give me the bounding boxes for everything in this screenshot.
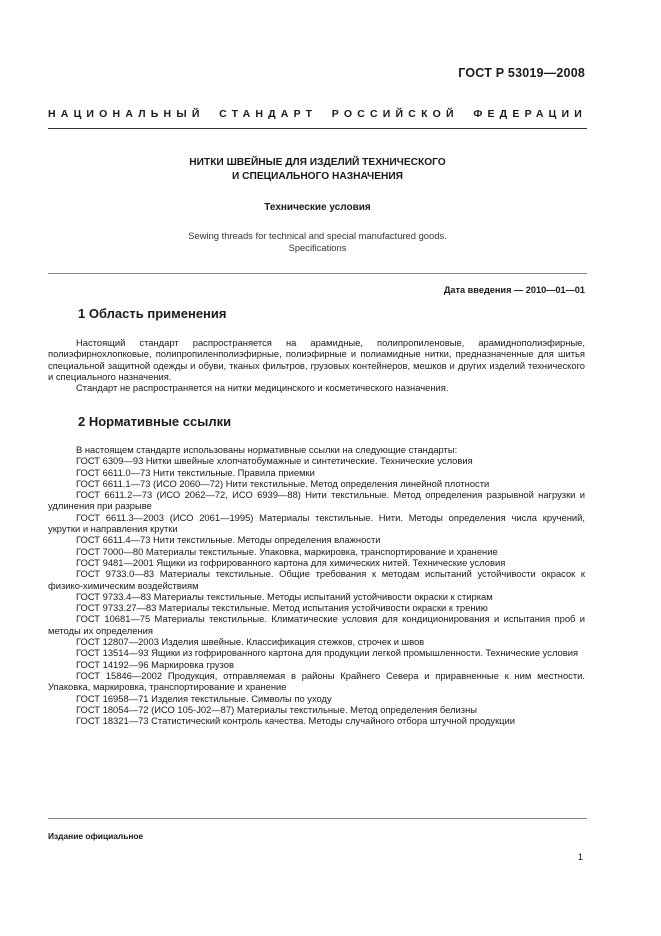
english-title-line-1: Sewing threads for technical and special manufactured goods. — [188, 230, 447, 241]
reference-item: ГОСТ 12807—2003 Изделия швейные. Классификация стежков, строчек и швов — [76, 636, 425, 648]
national-standard-banner: НАЦИОНАЛЬНЫЙ СТАНДАРТ РОССИЙСКОЙ ФЕДЕРАЦИИ — [48, 108, 587, 120]
reference-item: ГОСТ 7000—80 Материалы текстильные. Упаковка, маркировка, транспортирование и хранение — [76, 545, 498, 557]
reference-item: ГОСТ 6309—93 Нитки швейные хлопчатобумажные и синтетические. Технические условия — [76, 455, 473, 467]
official-edition-label: Издание официальное — [48, 831, 144, 841]
section-1-heading: 1 Область применения — [78, 306, 227, 321]
section-2-body — [48, 444, 585, 726]
reference-item: ГОСТ 6611.3—2003 (ИСО 2061—1995) Материалы текстильные. Нити. Методы определения числа кручений, укрутки и направления крутки — [48, 511, 585, 535]
reference-item: ГОСТ 13514—93 Ящики из гофрированного картона для продукции легкой промышленности. Технические условия — [76, 647, 579, 659]
reference-item: ГОСТ 9481—2001 Ящики из гофрированного картона для химических нитей. Технические условия — [76, 556, 506, 568]
header-divider — [48, 128, 587, 129]
reference-item: ГОСТ 18321—73 Статистический контроль качества. Методы случайного отбора штучной продукции — [76, 715, 516, 727]
reference-item: ГОСТ 9733.4—83 Материалы текстильные. Методы испытаний устойчивости окраски к стиркам — [76, 590, 493, 602]
reference-item: ГОСТ 10681—75 Материалы текстильные. Климатические условия для кондиционирования и испытания проб и методы их определения — [48, 613, 585, 636]
reference-item: ГОСТ 15846—2002 Продукция, отправляемая в районы Крайнего Севера и приравненные к ним местности. Упаковка, маркировка, транспортирование и хранение — [48, 669, 585, 693]
english-title-line-2: Specifications — [288, 242, 347, 253]
reference-item: ГОСТ 6611.1—73 (ИСО 2060—72) Нити текстильные. Метод определения линейной плотности — [76, 477, 490, 489]
document-subtitle: Технические условия — [264, 202, 371, 213]
title-divider — [48, 273, 587, 274]
reference-item: ГОСТ 6611.4—73 Нити текстильные. Методы определения влажности — [76, 534, 381, 546]
section-2-heading: 2 Нормативные ссылки — [78, 414, 232, 429]
reference-item: ГОСТ 18054—72 (ИСО 105-J02—87) Материалы текстильные. Метод определения белизны — [76, 703, 478, 715]
gost-number: ГОСТ Р 53019—2008 — [458, 66, 585, 80]
footer-divider — [48, 818, 587, 819]
reference-item: ГОСТ 14192—96 Маркировка грузов — [76, 658, 234, 670]
reference-item: ГОСТ 6611.0—73 Нити текстильные. Правила приемки — [76, 466, 315, 478]
reference-item: ГОСТ 9733.27—83 Материалы текстильные. Метод испытания устойчивости окраски к трению — [76, 602, 488, 614]
title-line-2: И СПЕЦИАЛЬНОГО НАЗНАЧЕНИЯ — [231, 171, 403, 182]
reference-intro: В настоящем стандарте использованы нормативные ссылки на следующие стандарты: — [76, 444, 458, 455]
reference-item: ГОСТ 16958—71 Изделия текстильные. Символы по уходу — [76, 692, 332, 704]
reference-item: ГОСТ 9733.0—83 Материалы текстильные. Общие требования к методам испытаний устойчивости окрасок к физико-химическим воздействиям — [48, 568, 585, 591]
page-number: 1 — [577, 852, 583, 863]
section-1-paragraph: Стандарт не распространяется на нитки медицинского и косметического назначения. — [76, 382, 449, 394]
introduction-date: Дата введения — 2010—01—01 — [443, 285, 585, 295]
reference-item: ГОСТ 6611.2—73 (ИСО 2062—72, ИСО 6939—88) Нити текстильные. Метод определения разрывной нагрузки и удлинения при разрыве — [48, 489, 585, 512]
section-1-paragraph: Настоящий стандарт распространяется на арамидные, полипропиленовые, арамиднополиэфирные, полиэфирнохлопковые, полипропиленполиэфирные, полиэфирные и полиамидные нитки, предназначенные для шитья специальной защитной одежды и обуви, тканых фильтров, грузовых контейнеров, мешков и других изделий технического и специального назначения. — [48, 337, 585, 382]
title-line-1: НИТКИ ШВЕЙНЫЕ ДЛЯ ИЗДЕЛИЙ ТЕХНИЧЕСКОГО — [189, 157, 446, 168]
section-1-body — [48, 337, 585, 393]
